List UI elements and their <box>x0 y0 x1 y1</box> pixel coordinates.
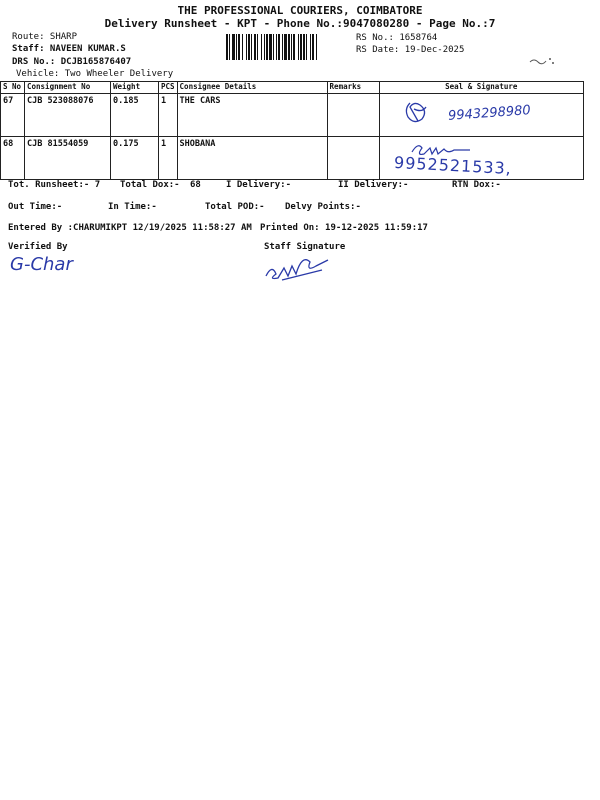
barcode-bar <box>254 34 256 60</box>
ii-delivery: II Delivery:- <box>338 180 409 190</box>
barcode-bar <box>273 34 274 60</box>
barcode-bar <box>312 34 314 60</box>
barcode-bar <box>303 34 305 60</box>
barcode-bar <box>229 34 230 60</box>
row-pcs: 1 <box>159 137 178 180</box>
row-weight: 0.185 <box>111 94 159 137</box>
row-consignment: CJB 81554059 <box>25 137 111 180</box>
barcode-bar <box>232 34 235 60</box>
barcode-bar <box>282 34 283 60</box>
delivery-points: Delvy Points:- <box>285 202 361 212</box>
col-remarks: Remarks <box>327 82 379 94</box>
barcode-bar <box>266 34 268 60</box>
row-weight: 0.175 <box>111 137 159 180</box>
verifier-signature: G-Char <box>10 254 73 275</box>
barcode-bar <box>261 34 262 60</box>
barcode-bar <box>236 34 237 60</box>
total-pod: Total POD:- <box>205 202 265 212</box>
entered-by: Entered By :CHARUMIKPT 12/19/2025 11:58:27 AM <box>8 223 252 233</box>
rtn-dox: RTN Dox:- <box>452 180 501 190</box>
i-delivery: I Delivery:- <box>226 180 292 190</box>
barcode-bar <box>291 34 292 60</box>
col-pcs: PCS <box>159 82 178 94</box>
signature-row1 <box>400 99 434 127</box>
barcode-bar <box>248 34 250 60</box>
company-title: THE PROFESSIONAL COURIERS, COIMBATORE <box>177 4 423 17</box>
row-remarks <box>327 137 379 180</box>
col-sno: S No <box>1 82 25 94</box>
barcode-bar <box>306 34 307 60</box>
barcode-bar <box>257 34 258 60</box>
in-time: In Time:- <box>108 202 157 212</box>
row-pcs: 1 <box>159 94 178 137</box>
barcode-bar <box>264 34 265 60</box>
barcode-bar <box>269 34 272 60</box>
barcode-bar <box>298 34 299 60</box>
staff-signature-label: Staff Signature <box>264 242 346 252</box>
col-weight: Weight <box>111 82 159 94</box>
printed-on: Printed On: 19-12-2025 11:59:17 <box>260 223 428 233</box>
route-label: Route: SHARP <box>12 32 78 42</box>
row-consignment: CJB 523088076 <box>25 94 111 137</box>
total-dox-value: 68 <box>190 180 201 190</box>
barcode-bar <box>226 34 228 60</box>
barcode-bar <box>288 34 290 60</box>
barcode-bar <box>293 34 295 60</box>
staff-label: Staff: NAVEEN KUMAR.S <box>12 44 126 54</box>
barcode-bar <box>246 34 247 60</box>
barcode-bar <box>300 34 302 60</box>
rs-date: RS Date: 19-Dec-2025 <box>356 45 465 55</box>
handwritten-phone-row2: 9952521533, <box>393 152 513 179</box>
row-consignee: SHOBANA <box>177 137 327 180</box>
ink-mark <box>528 54 556 68</box>
barcode-bar <box>242 34 243 60</box>
barcode-bar <box>316 34 317 60</box>
runsheet-subtitle: Delivery Runsheet - KPT - Phone No.:9047080280 - Page No.:7 <box>104 17 496 30</box>
drs-label: DRS No.: DCJB165876407 <box>12 57 132 67</box>
out-time: Out Time:- <box>8 202 63 212</box>
barcode-bar <box>284 34 287 60</box>
row-sno: 68 <box>1 137 25 180</box>
col-consignment: Consignment No <box>25 82 111 94</box>
total-dox-label: Total Dox:- <box>120 180 180 190</box>
total-runsheet: Tot. Runsheet:- 7 <box>8 180 101 190</box>
handwritten-phone-row1: 9943298980 <box>447 103 532 124</box>
staff-signature-mark <box>262 250 338 284</box>
barcode-bar <box>276 34 277 60</box>
barcode-bar <box>310 34 311 60</box>
row-sno: 67 <box>1 94 25 137</box>
table-header-row <box>1 82 584 94</box>
rs-number: RS No.: 1658764 <box>356 33 438 43</box>
col-consignee: Consignee Details <box>177 82 327 94</box>
barcode-bar <box>251 34 252 60</box>
vehicle-label: Vehicle: Two Wheeler Delivery <box>16 69 174 79</box>
barcode-bar <box>278 34 280 60</box>
col-seal-signature: Seal & Signature <box>379 82 583 94</box>
row-consignee: THE CARS <box>177 94 327 137</box>
verified-by-label: Verified By <box>8 242 68 252</box>
row-remarks <box>327 94 379 137</box>
barcode-bar <box>238 34 240 60</box>
barcode <box>226 34 352 60</box>
